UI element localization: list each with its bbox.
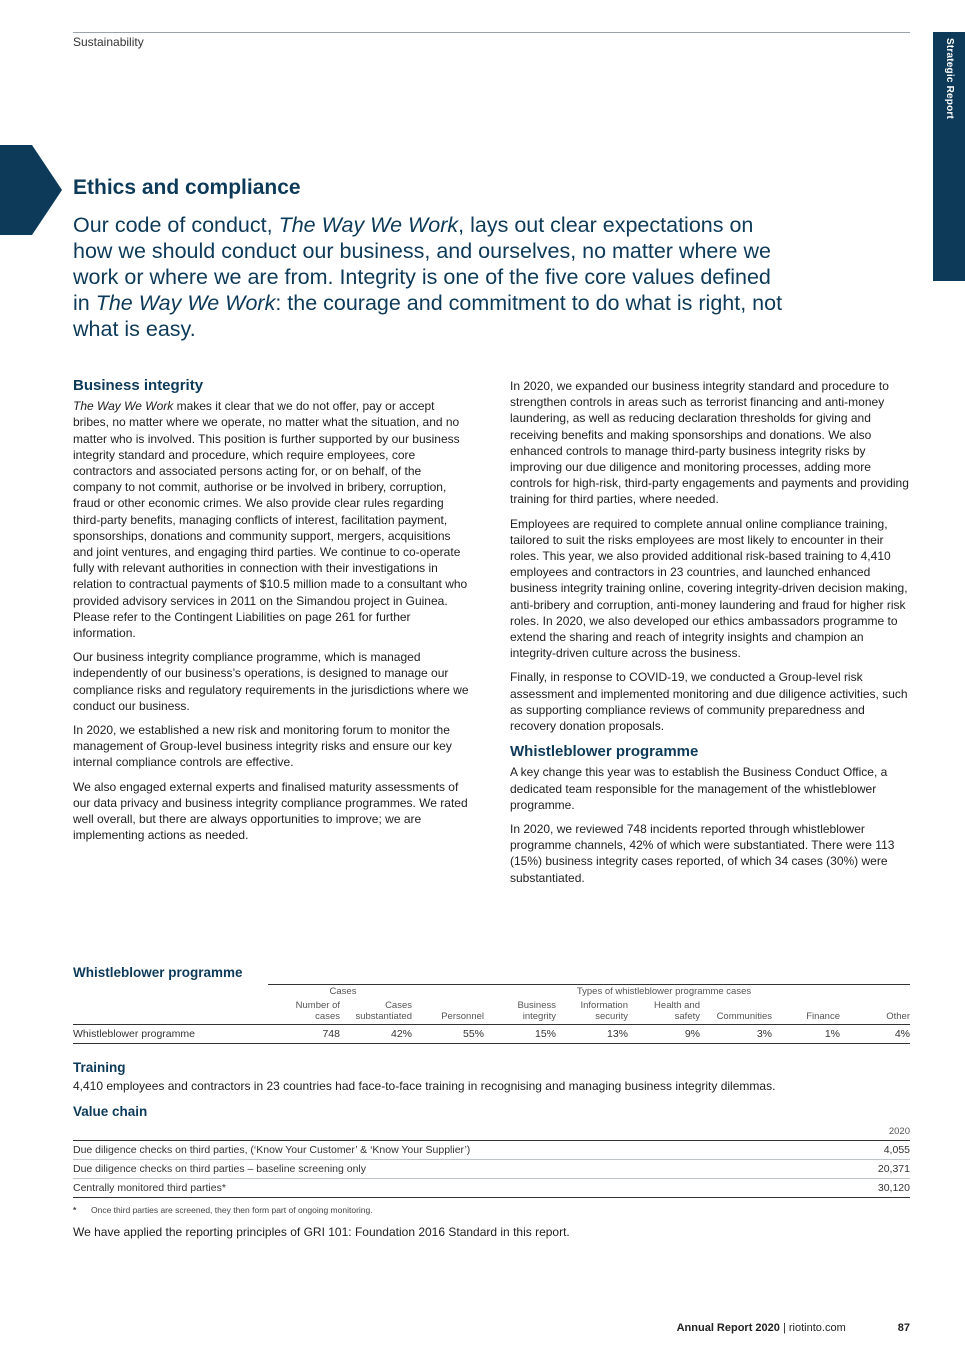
intro-part3: : the courage and commitment to do what is right, not what is easy.	[73, 291, 783, 341]
column-header-line: security	[595, 1011, 628, 1022]
right-paragraph-1: In 2020, we expanded our business integrity standard and procedure to strengthen controls in areas such as terrorist financing and anti-money laundering, as well as reducing declaration thresholds for giving and receiving benefits and making sponsorships and donations. We also enhanced controls to manage third-party business integrity risks by improving our due diligence and monitoring processes, adding more controls for high-risk, third-party engagements and payments and providing training for third parties, where needed.	[510, 379, 909, 507]
footer-sep: |	[779, 1322, 789, 1334]
business-integrity-paragraph-1	[73, 398, 473, 641]
intro-statement	[73, 212, 793, 342]
page-footer	[677, 1322, 910, 1334]
column-header-line: Other	[886, 1011, 910, 1022]
right-paragraph-4: A key change this year was to establish the Business Conduct Office, a dedicated team responsible for the management of the whistleblower programme.	[510, 765, 888, 812]
footer-site: riotinto.com	[788, 1322, 846, 1334]
cell-value: 42%	[340, 1025, 412, 1044]
intro-italic1: The Way We Work	[278, 213, 459, 237]
whistleblower-heading: Whistleblower programme	[510, 743, 699, 761]
table-row	[73, 1179, 910, 1198]
column-header-line: Finance	[806, 1011, 840, 1022]
table-row	[73, 1160, 910, 1179]
intro-part2: , lays out clear expectations on how we should conduct our business, and ourselves, no matter where we work or where we are from. Integrity is one of the five core values defined in	[73, 213, 771, 315]
column-header	[700, 999, 772, 1025]
side-tab	[933, 32, 965, 281]
group-types: Types of whistleblower programme cases	[412, 985, 910, 1000]
cell-value: 3%	[700, 1025, 772, 1044]
bi-p1-rest: makes it clear that we do not offer, pay or accept bribes, no matter where we operate, no matter what the situation, and no matter who is involved. This position is further supported by our business integrity standard and procedure, which require employees, core contractors and associated persons acting for, or on behalf, of the company to not commit, authorise or be involved in bribery, corruption, fraud or other economic crimes. We also provide clear rules regarding third-party benefits, managing conflicts of interest, facilitation payment, sponsorships, donations and community support, mergers, acquisitions and joint ventures, and engaging third parties. We continue to co-operate fully with relevant authorities in connection with their investigations in relation to contractual payments of $10.5 million made to a consultant who provided advisory services in 2011 on the Simandou project in Guinea. Please refer to the Contingent Liabilities on page 261 for further information.	[73, 399, 468, 641]
column-header-line: substantiated	[355, 1011, 412, 1022]
value-chain-table	[73, 1124, 910, 1198]
section-label: Sustainability	[73, 35, 144, 49]
column-header	[628, 999, 700, 1025]
row-label: Due diligence checks on third parties – baseline screening only	[73, 1160, 847, 1179]
bi-p1-italic: The Way We Work	[73, 399, 174, 414]
business-integrity-paragraph-2: Our business integrity compliance programme, which is managed independently of our business’s operations, is designed to manage our compliance risks and regulatory requirements in the jurisdictions where we conduct our business.	[73, 650, 469, 713]
column-header	[412, 999, 484, 1025]
column-header-line: Cases	[385, 1000, 412, 1011]
column-header-line: Health and	[654, 1000, 700, 1011]
row-value: 20,371	[847, 1160, 910, 1179]
column-header-line: Personnel	[441, 1011, 484, 1022]
left-column	[73, 378, 473, 851]
row-value: 30,120	[847, 1179, 910, 1198]
footnote	[73, 1205, 373, 1215]
training-text: 4,410 employees and contractors in 23 countries had face-to-face training in recognising and managing business integrity dilemmas.	[73, 1079, 776, 1093]
intro-italic2: The Way We Work	[95, 291, 276, 315]
cell-value: 15%	[484, 1025, 556, 1044]
cell-value: 748	[268, 1025, 340, 1044]
column-header-line: Information	[580, 1000, 628, 1011]
header-rule	[73, 32, 910, 33]
column-header	[340, 999, 412, 1025]
cell-value: 4%	[840, 1025, 910, 1044]
row-value: 4,055	[847, 1141, 910, 1160]
column-header	[556, 999, 628, 1025]
row-label: Centrally monitored third parties*	[73, 1179, 847, 1198]
business-integrity-heading: Business integrity	[73, 377, 204, 394]
table-header-row	[73, 999, 910, 1025]
table-group-row	[73, 985, 910, 1000]
whistleblower-table-title: Whistleblower programme	[73, 965, 243, 980]
arrow-marker-icon	[0, 145, 62, 235]
column-header-line: Communities	[716, 1011, 772, 1022]
table-row	[73, 1141, 910, 1160]
right-paragraph-2: Employees are required to complete annual online compliance training, tailored to suit the risks employees are most likely to encounter in their roles. This year, we also provided additional risk-based training to 4,410 employees and contractors in 23 countries, and launched enhanced business integrity training online, covering integrity-driven decision making, anti-bribery and corruption, anti-money laundering and fraud for higher risk roles. In 2020, we also developed our ethics ambassadors programme to extend the sharing and reach of integrity insights and champion an integrity-driven culture across the business.	[510, 516, 908, 661]
cell-value: 13%	[556, 1025, 628, 1044]
column-header-line: Business	[517, 1000, 556, 1011]
row-label: Whistleblower programme	[73, 1025, 268, 1044]
table-header-row	[73, 1124, 910, 1141]
page-number: 87	[897, 1322, 910, 1334]
right-column	[510, 378, 910, 894]
column-header	[840, 999, 910, 1025]
column-header-line: Number of cases	[295, 1000, 340, 1022]
gri-statement: We have applied the reporting principles of GRI 101: Foundation 2016 Standard in this report.	[73, 1225, 570, 1239]
footnote-text: Once third parties are screened, they then form part of ongoing monitoring.	[91, 1205, 373, 1215]
column-header-line: safety	[674, 1011, 700, 1022]
right-paragraph-5: In 2020, we reviewed 748 incidents reported through whistleblower programme channels, 42% of which were substantiated. There were 113 (15%) business integrity cases reported, of which 34 cases (30%) were substantiated.	[510, 822, 895, 885]
training-title: Training	[73, 1060, 126, 1075]
cell-value: 9%	[628, 1025, 700, 1044]
business-integrity-paragraph-4: We also engaged external experts and finalised maturity assessments of our data privacy and business integrity compliance programmes. We rated well overall, but there are always opportunities to improve; we are implementing actions as needed.	[73, 779, 468, 843]
column-header	[268, 999, 340, 1025]
column-header	[772, 999, 840, 1025]
side-tab-label: Strategic Report	[944, 38, 955, 119]
cell-value: 1%	[772, 1025, 840, 1044]
column-header-line: integrity	[522, 1011, 556, 1022]
business-integrity-paragraph-3: In 2020, we established a new risk and monitoring forum to monitor the management of Group-level business integrity risks and ensure our key internal compliance controls are effective.	[73, 723, 452, 770]
intro-part1: Our code of conduct,	[73, 213, 279, 237]
footnote-mark: *	[73, 1205, 77, 1215]
cell-value: 55%	[412, 1025, 484, 1044]
group-cases: Cases	[268, 985, 412, 1000]
page-title: Ethics and compliance	[73, 176, 301, 199]
value-chain-title: Value chain	[73, 1104, 148, 1119]
footer-report: Annual Report 2020	[676, 1322, 780, 1334]
column-header	[484, 999, 556, 1025]
right-paragraph-3: Finally, in response to COVID-19, we conducted a Group-level risk assessment and implemented monitoring and due diligence activities, such as supporting compliance reviews of community preparedness and recovery donation proposals.	[510, 670, 908, 734]
year-header: 2020	[847, 1124, 910, 1141]
whistleblower-table	[73, 984, 910, 1044]
row-label: Due diligence checks on third parties, (‘Know Your Customer’ & ‘Know Your Supplier’)	[73, 1141, 847, 1160]
table-row	[73, 1025, 910, 1044]
